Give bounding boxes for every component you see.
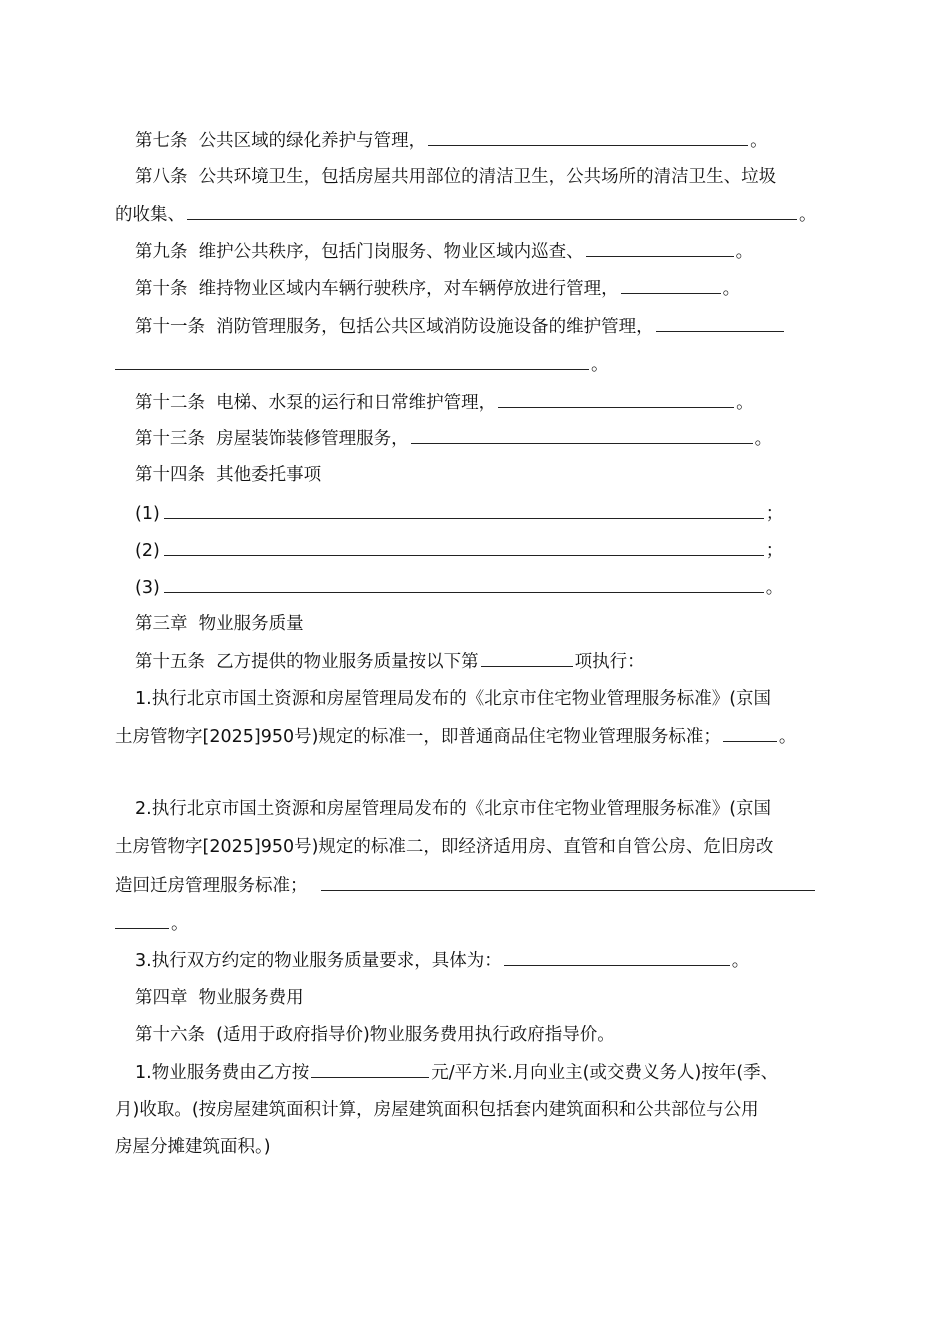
- punct: ；: [765, 504, 784, 524]
- chapter-title: 物业服务费用: [198, 988, 304, 1008]
- fill-blank[interactable]: [498, 390, 734, 408]
- option-2-line-2: [115, 835, 840, 859]
- clause-10: [135, 276, 860, 301]
- clause-8-cont: [115, 202, 840, 227]
- punct: 。: [778, 727, 797, 747]
- clause-text: 房屋装饰装修管理服务，: [216, 429, 409, 449]
- clause-text: 元/平方米.月向业主(或交费义务人)按年(季、: [431, 1063, 779, 1083]
- clause-label: 第十条: [135, 279, 188, 299]
- list-item: [135, 501, 860, 526]
- punct: 。: [754, 429, 773, 449]
- clause-8: [135, 165, 860, 189]
- punct: ；: [765, 541, 784, 561]
- option-3: [135, 948, 860, 973]
- fill-blank[interactable]: [115, 352, 589, 370]
- fill-blank[interactable]: [321, 873, 815, 891]
- clause-15: [135, 649, 860, 674]
- clause-11-cont: [115, 352, 840, 377]
- clause-label: 第十二条: [135, 393, 205, 413]
- punct: 。: [591, 355, 609, 375]
- option-text: 1.执行北京市国土资源和房屋管理局发布的《北京市住宅物业管理服务标准》(京国: [135, 689, 772, 709]
- punct: 。: [722, 279, 741, 299]
- clause-text: (适用于政府指导价)物业服务费用执行政府指导价。: [216, 1025, 615, 1045]
- clause-11: [135, 314, 860, 339]
- clause-label: 第十四条: [135, 465, 205, 485]
- option-2-line-4: [115, 911, 840, 936]
- clause-text: 1.物业服务费由乙方按: [135, 1063, 310, 1083]
- clause-9: [135, 239, 860, 264]
- item-number: (3): [135, 578, 160, 598]
- clause-16-item-1-cont: [115, 1098, 840, 1122]
- item-number: (1): [135, 504, 160, 524]
- clause-12: [135, 390, 860, 415]
- fill-blank[interactable]: [411, 426, 753, 444]
- punct: 。: [765, 578, 784, 598]
- option-text: 土房管物字[2025]950号)规定的标准一，即普通商品住宅物业管理服务标准；: [115, 727, 721, 747]
- clause-text: 公共环境卫生，包括房屋共用部位的清洁卫生，公共场所的清洁卫生、垃圾: [198, 167, 777, 187]
- item-number: (2): [135, 541, 160, 561]
- punct: 。: [750, 131, 768, 151]
- clause-text: 其他委托事项: [216, 465, 322, 485]
- fill-blank[interactable]: [115, 911, 169, 929]
- punct: 。: [731, 951, 750, 971]
- clause-label: 第八条: [135, 167, 188, 187]
- clause-text: 维护公共秩序，包括门岗服务、物业区域内巡查、: [198, 242, 584, 262]
- clause-16-item-1: [135, 1060, 860, 1085]
- fill-blank[interactable]: [428, 128, 748, 146]
- fill-blank[interactable]: [164, 501, 764, 519]
- clause-text: 乙方提供的物业服务质量按以下第: [216, 652, 479, 672]
- fill-blank[interactable]: [164, 575, 764, 593]
- list-item: [135, 538, 860, 563]
- punct: 。: [735, 242, 754, 262]
- chapter-4-heading: [135, 986, 860, 1010]
- clause-16: [135, 1023, 860, 1047]
- clause-label: 第九条: [135, 242, 188, 262]
- fill-blank[interactable]: [586, 239, 734, 257]
- fill-blank[interactable]: [723, 724, 777, 742]
- clause-text: 月)收取。(按房屋建筑面积计算，房屋建筑面积包括套内建筑面积和公共部位与公用: [115, 1100, 759, 1120]
- option-1-line-1: [135, 687, 860, 711]
- punct: 。: [799, 205, 817, 225]
- option-text: 3.执行双方约定的物业服务质量要求，具体为：: [135, 951, 502, 971]
- fill-blank[interactable]: [656, 314, 784, 332]
- clause-text: 消防管理服务，包括公共区域消防设施设备的维护管理，: [216, 317, 654, 337]
- chapter-title: 物业服务质量: [198, 614, 304, 634]
- fill-blank[interactable]: [504, 948, 730, 966]
- option-text: 土房管物字[2025]950号)规定的标准二，即经济适用房、直管和自管公房、危旧房改: [115, 837, 774, 857]
- clause-14: [135, 463, 860, 487]
- option-2-line-3: [115, 873, 840, 898]
- clause-text: 房屋分摊建筑面积。): [115, 1137, 271, 1157]
- clause-label: 第十三条: [135, 429, 205, 449]
- clause-label: 第十六条: [135, 1025, 205, 1045]
- clause-label: 第七条: [135, 131, 188, 151]
- fill-blank[interactable]: [481, 649, 573, 667]
- option-text: 造回迁房管理服务标准；: [115, 876, 308, 896]
- clause-16-item-1-cont: [115, 1135, 840, 1159]
- clause-text: 项执行：: [574, 652, 645, 672]
- option-2-line-1: [135, 797, 860, 821]
- chapter-label: 第四章: [135, 988, 188, 1008]
- clause-label: 第十一条: [135, 317, 205, 337]
- fill-blank[interactable]: [621, 276, 721, 294]
- chapter-3-heading: [135, 612, 860, 636]
- clause-text: 公共区域的绿化养护与管理，: [198, 131, 427, 151]
- clause-text: 电梯、水泵的运行和日常维护管理，: [216, 393, 497, 413]
- clause-13: [135, 426, 860, 451]
- option-1-line-2: [115, 724, 840, 749]
- clause-text: 维持物业区域内车辆行驶秩序，对车辆停放进行管理，: [198, 279, 619, 299]
- list-item: [135, 575, 860, 600]
- clause-text: 的收集、: [115, 205, 185, 225]
- option-text: 2.执行北京市国土资源和房屋管理局发布的《北京市住宅物业管理服务标准》(京国: [135, 799, 772, 819]
- chapter-label: 第三章: [135, 614, 188, 634]
- punct: 。: [736, 393, 754, 413]
- fill-blank[interactable]: [187, 202, 797, 220]
- clause-7: [135, 128, 860, 153]
- clause-label: 第十五条: [135, 652, 205, 672]
- fill-blank[interactable]: [164, 538, 764, 556]
- punct: 。: [171, 914, 189, 934]
- fill-blank[interactable]: [311, 1060, 429, 1078]
